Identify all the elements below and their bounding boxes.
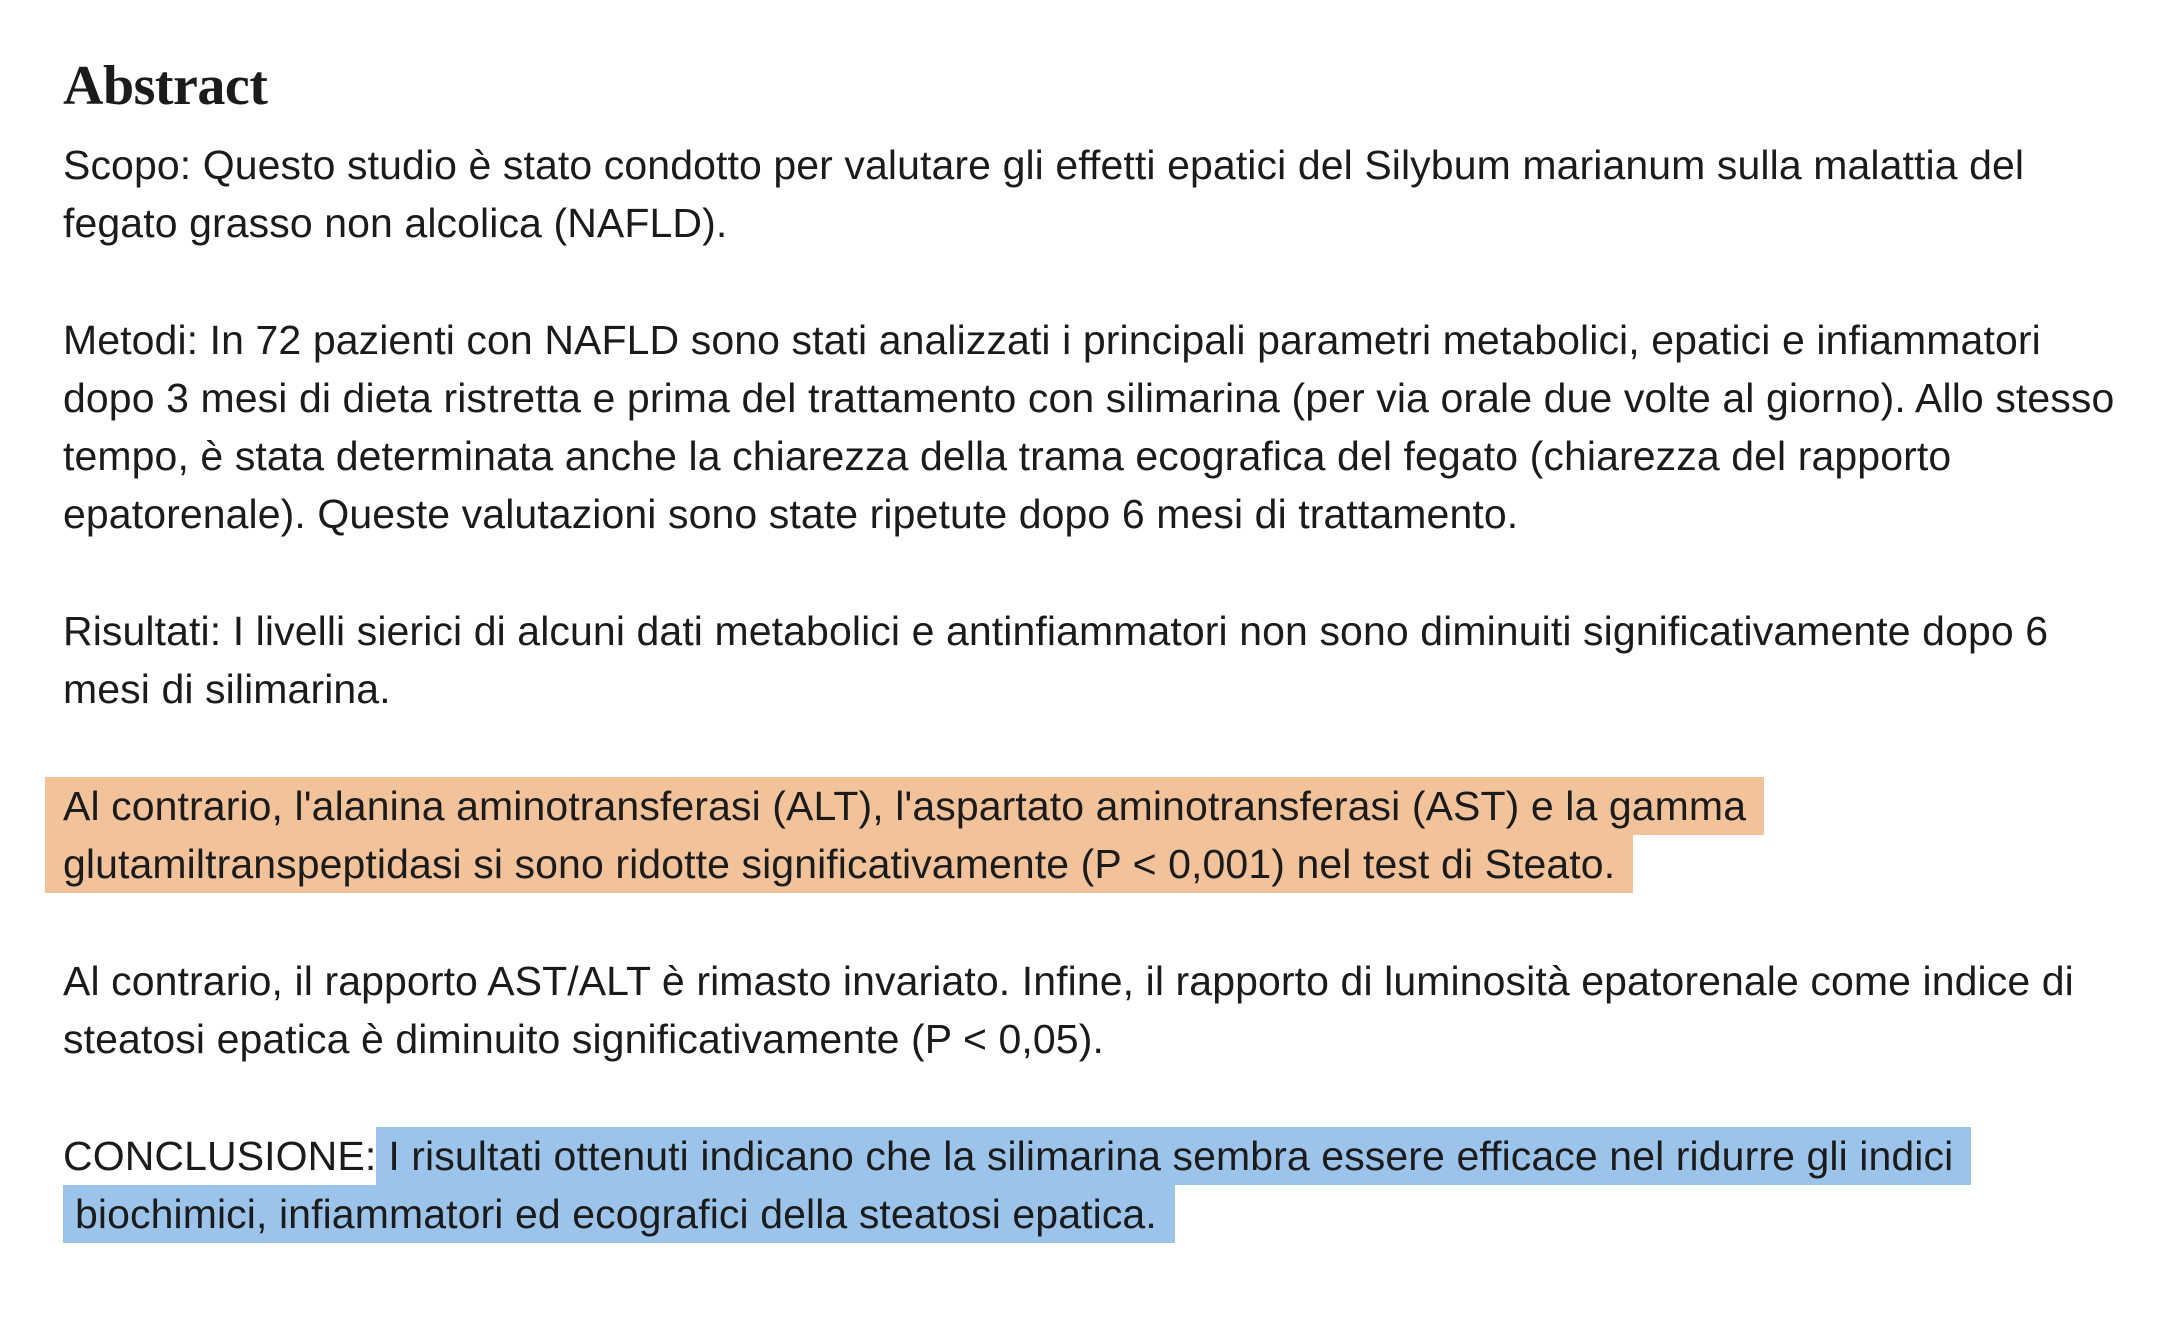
contrario-highlighted-paragraph (63, 777, 2133, 893)
contrario-ratio-paragraph: Al contrario, il rapporto AST/ALT è rimasto invariato. Infine, il rapporto di luminosità epatorenale come indice di steatosi epatica è diminuito significativamente (P < 0,05). (63, 958, 2074, 1062)
risultati-paragraph: Risultati: I livelli sierici di alcuni dati metabolici e antinfiammatori non sono diminuiti significativamente dopo 6 mesi di silimarina. (63, 608, 2049, 712)
conclusione-label: CONCLUSIONE: (63, 1133, 377, 1179)
conclusione-paragraph (63, 1127, 2133, 1243)
scopo-paragraph: Scopo: Questo studio è stato condotto per valutare gli effetti epatici del Silybum marianum sulla malattia del fegato grasso non alcolica (NAFLD). (63, 142, 2025, 246)
abstract-title: Abstract (63, 55, 268, 117)
blue-highlight: I risultati ottenuti indicano che la silimarina sembra essere efficace nel ridurre gli indici biochimici, infiammatori ed ecografici della steatosi epatica. (63, 1127, 1971, 1243)
metodi-paragraph: Metodi: In 72 pazienti con NAFLD sono stati analizzati i principali parametri metabolici, epatici e infiammatori dopo 3 mesi di dieta ristretta e prima del trattamento con silimarina (per via orale due volte al giorno). Allo stesso tempo, è stata determinata anche la chiarezza della trama ecografica del fegato (chiarezza del rapporto epatorenale). Queste valutazioni sono state ripetute dopo 6 mesi di trattamento. (63, 317, 2115, 537)
orange-highlight: Al contrario, l'alanina aminotransferasi (ALT), l'aspartato aminotransferasi (AST) e la gamma glutamiltranspeptidasi si sono ridotte significativamente (P < 0,001) nel test di Steato. (45, 777, 1764, 893)
abstract-document (63, 52, 2133, 1302)
